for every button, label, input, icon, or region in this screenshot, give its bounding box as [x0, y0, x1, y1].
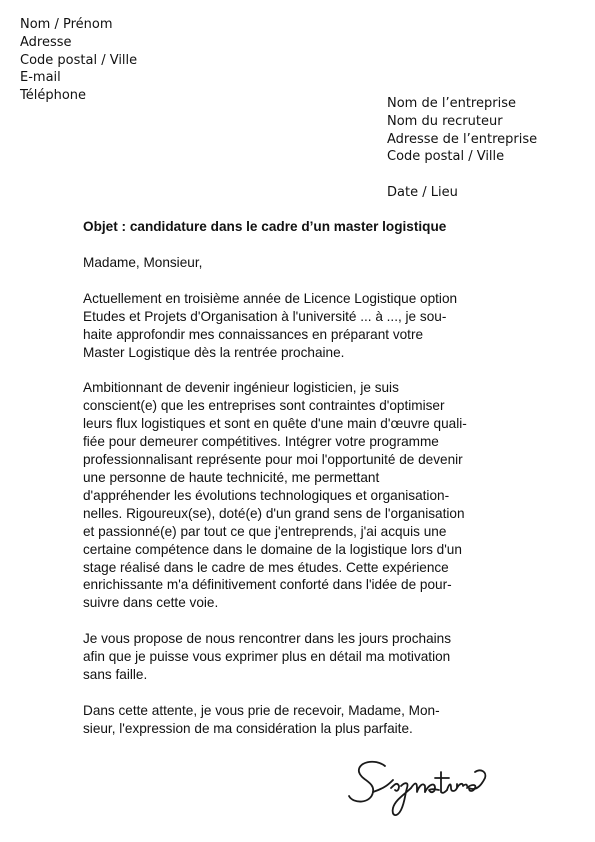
letter-paragraph [83, 379, 523, 612]
sender-block [20, 16, 137, 105]
sender-postal-city: Code postal / Ville [20, 52, 138, 68]
paragraph-line: haite approfondir mes connaissances en préparant votre [83, 326, 424, 342]
sender-phone: Téléphone [20, 88, 87, 104]
paragraph-line: leurs flux logistiques et sont en quête d'une main d'œuvre quali- [83, 416, 467, 432]
paragraph-line: fiée pour demeurer compétitives. Intégrer votre programme [83, 434, 439, 450]
paragraph-line: nelles. Rigoureux(se), doté(e) d'un grand sens de l'organisation [83, 505, 465, 521]
recipient-block [387, 95, 537, 202]
paragraph-line: enrichissante m'a définitivement conforté dans l'idée de pour- [83, 577, 452, 593]
handwritten-signature [345, 748, 495, 828]
paragraph-line: sans faille. [83, 667, 148, 683]
paragraph-line: et passionné(e) par tout ce que j'entreprends, j'ai acquis une [83, 523, 447, 539]
paragraph-line: Je vous propose de nous rencontrer dans les jours prochains [83, 631, 452, 647]
recipient-address: Adresse de l’entreprise [387, 131, 538, 147]
paragraph-line: conscient(e) que les entreprises sont contraintes d'optimiser [83, 398, 445, 414]
sender-name: Nom / Prénom [20, 17, 113, 32]
letter-body [83, 218, 523, 756]
paragraph-line: une personne de haute technicité, me permettant [83, 469, 380, 485]
letter-salutation: Madame, Monsieur, [83, 254, 203, 270]
paragraph-line: suivre dans cette voie. [83, 595, 219, 611]
paragraph-line: professionnalisant représente pour moi l'opportunité de devenir [83, 452, 463, 468]
paragraph-line: afin que je puisse vous exprimer plus en détail ma motivation [83, 649, 451, 665]
paragraph-line: d'appréhender les évolutions technologiques et organisation- [83, 487, 450, 503]
recipient-company: Nom de l’entreprise [387, 96, 516, 111]
recipient-postal-city: Code postal / Ville [387, 149, 505, 165]
sender-address: Adresse [20, 34, 72, 50]
paragraph-line: stage réalisé dans le cadre de mes études. Cette expérience [83, 559, 449, 575]
letter-paragraph [83, 630, 523, 684]
recipient-recruiter: Nom du recruteur [387, 113, 503, 129]
paragraph-line: certaine compétence dans le domaine de la logistique lors d'un [83, 541, 462, 557]
sender-email: E-mail [20, 70, 61, 86]
paragraph-line: sieur, l'expression de ma considération la plus parfaite. [83, 720, 413, 736]
letter-subject: Objet : candidature dans le cadre d’un master logistique [83, 219, 447, 234]
date-place: Date / Lieu [387, 185, 458, 201]
letter-paragraph [83, 290, 523, 362]
signature-image [345, 748, 495, 828]
letter-paragraph [83, 702, 523, 738]
paragraph-line: Master Logistique dès la rentrée prochaine. [83, 344, 345, 360]
paragraph-line: Dans cette attente, je vous prie de recevoir, Madame, Mon- [83, 702, 440, 718]
paragraph-line: Etudes et Projets d'Organisation à l'université ... à ..., je sou- [83, 308, 447, 324]
paragraph-line: Actuellement en troisième année de Licence Logistique option [83, 290, 458, 306]
paragraph-line: Ambitionnant de devenir ingénieur logisticien, je suis [83, 380, 399, 396]
